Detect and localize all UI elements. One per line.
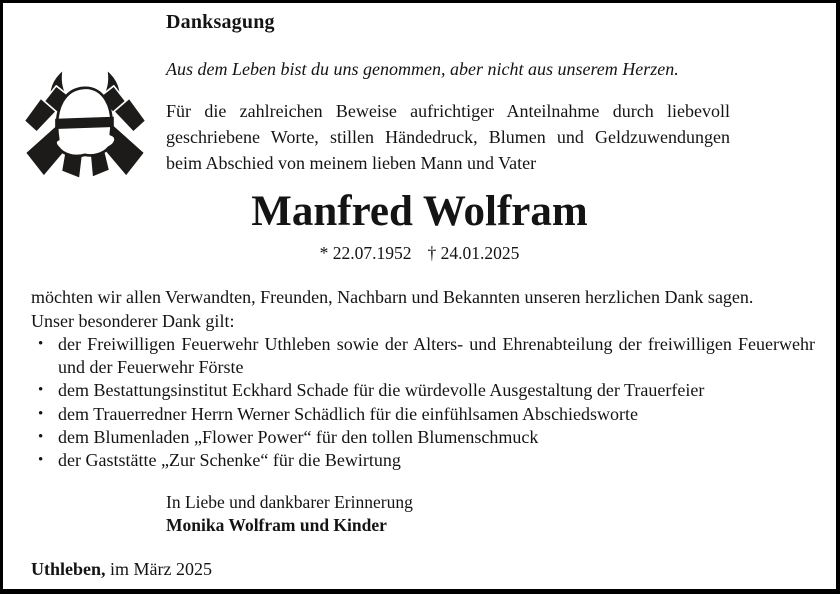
notice-title: Danksagung	[166, 11, 275, 33]
place-name: Uthleben,	[31, 559, 106, 579]
thanks-list	[31, 333, 815, 472]
thanks-item: • dem Blumenladen „Flower Power“ für den tollen Blumenschmuck	[31, 426, 815, 449]
thanks-paragraph: möchten wir allen Verwandten, Freunden, Nachbarn und Bekannten unseren herzlichen Dank sagen.	[31, 287, 754, 307]
closing-block	[166, 491, 413, 537]
thanks-item: • dem Bestattungsinstitut Eckhard Schade für die würdevolle Ausgestaltung der Trauerfeier	[31, 379, 815, 402]
thanks-section	[31, 285, 815, 472]
thanks-item: • der Gaststätte „Zur Schenke“ für die Bewirtung	[31, 449, 815, 472]
intro-paragraph: Für die zahlreichen Beweise aufrichtiger Anteilnahme durch liebevoll geschriebene Worte, stillen Händedruck, Blumen und Geldzuwendungen beim Abschied von meinem lieben Mann und Vater	[166, 101, 730, 173]
closing-line: In Liebe und dankbarer Erinnerung	[166, 492, 413, 512]
life-dates	[3, 243, 836, 264]
deceased-name: Manfred Wolfram	[251, 188, 588, 235]
special-thanks-label: Unser besonderer Dank gilt:	[31, 311, 235, 331]
firefighter-helmet-crossed-axes-icon	[15, 59, 155, 195]
date-line: im März 2025	[105, 559, 212, 579]
death-date: † 24.01.2025	[427, 243, 520, 263]
place-date-line	[31, 557, 212, 581]
closing-names: Monika Wolfram und Kinder	[166, 515, 387, 535]
thanks-item: • der Freiwilligen Feuerwehr Uthleben sowie der Alters- und Ehrenabteilung der freiwilligen Feuerwehr und der Feuerwehr Förste	[31, 333, 815, 379]
fire-brigade-emblem	[15, 59, 155, 195]
thanks-item: • dem Trauerredner Herrn Werner Schädlich für die einfühlsamen Abschiedsworte	[31, 403, 815, 426]
birth-date: * 22.07.1952	[319, 243, 412, 263]
memorial-quote: Aus dem Leben bist du uns genommen, aber nicht aus unserem Herzen.	[166, 59, 679, 79]
